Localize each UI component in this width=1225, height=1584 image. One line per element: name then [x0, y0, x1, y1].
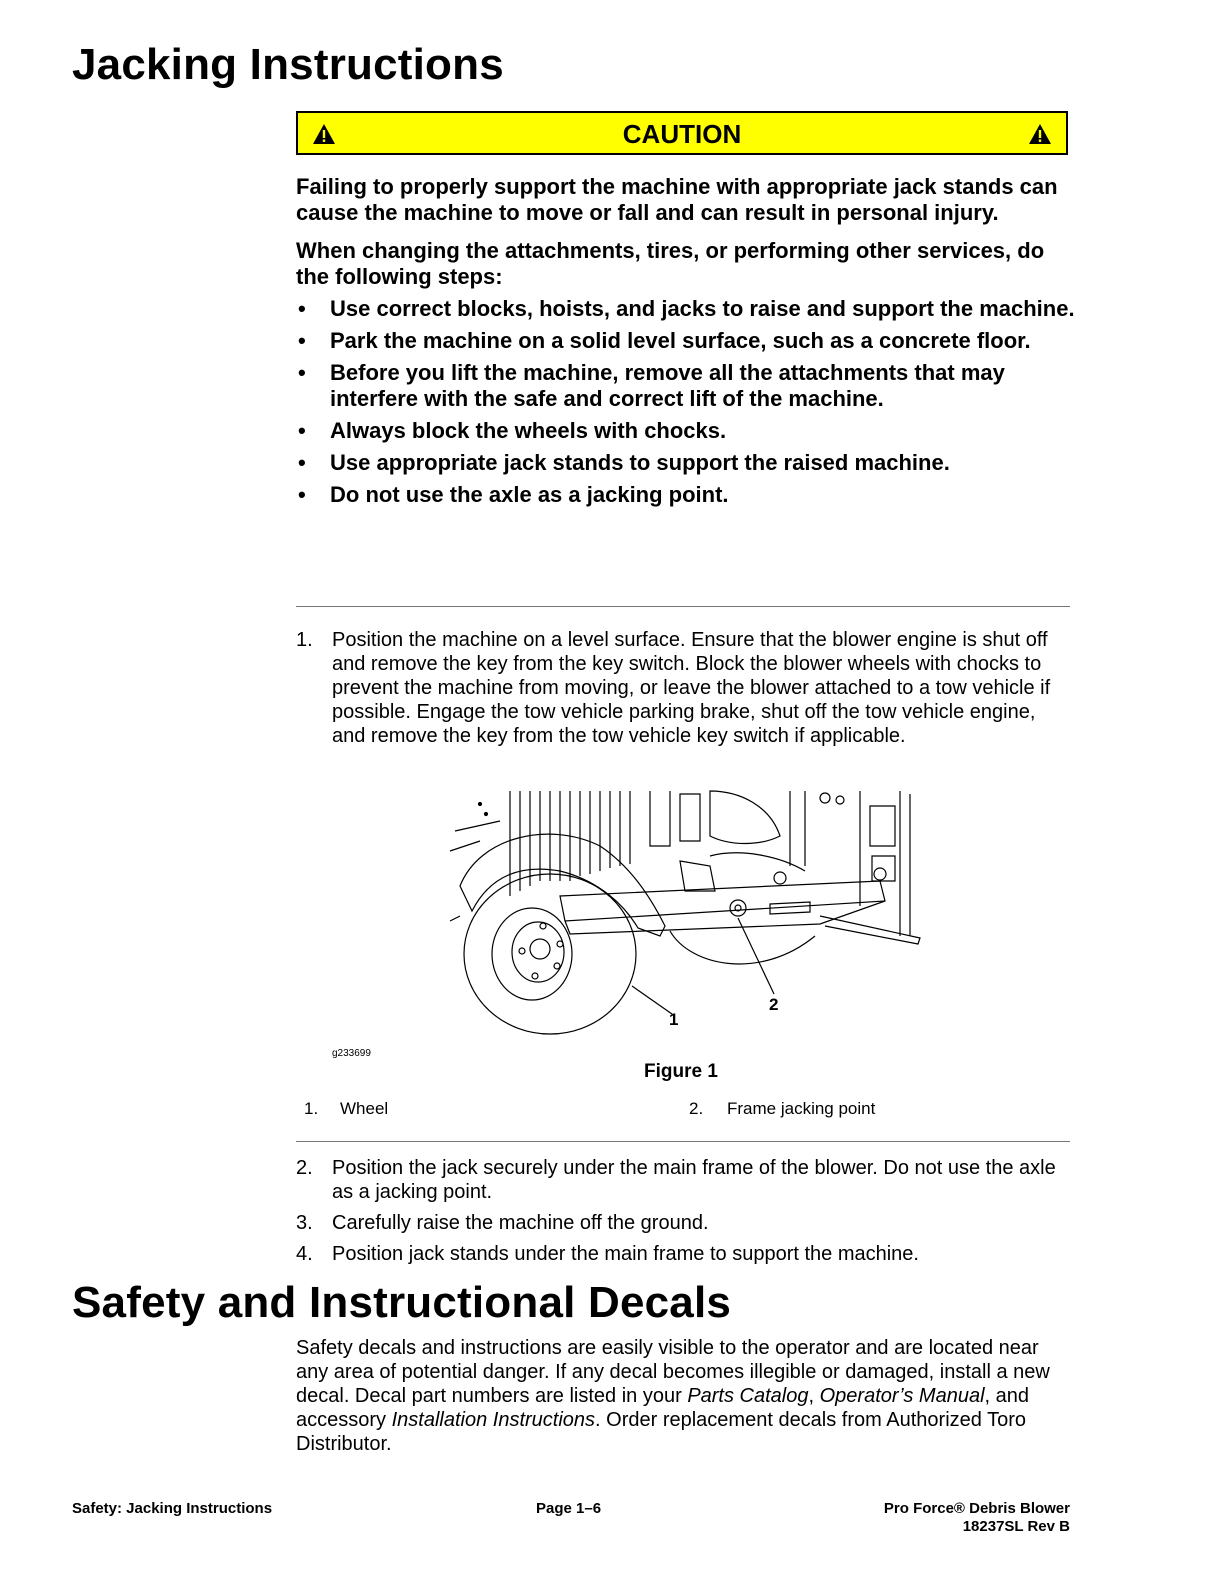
page-title: Jacking Instructions: [72, 40, 504, 89]
footer-document-number: 18237SL Rev B: [962, 1518, 1070, 1535]
figure-image-id: g233699: [332, 1048, 371, 1059]
list-item: • Use correct blocks, hoists, and jacks to raise and support the machine.: [298, 296, 1075, 321]
caution-banner: [296, 111, 1068, 155]
decals-paragraph: Safety decals and instructions are easily visible to the operator and are located near any area of potential danger. If any decal becomes illegible or damaged, install a new decal. Decal part numbers are listed in your Parts Catalog, Operator’s Manual, and accessory Installation Instructions. Order replacement decals from Authorized Toro Distributor.: [296, 1337, 1050, 1455]
list-item: 3. Carefully raise the machine off the ground.: [296, 1212, 709, 1234]
list-item: • Before you lift the machine, remove all the attachments that may interfere with the safe and correct lift of the machine.: [298, 360, 1005, 411]
legend-item-label: Wheel: [340, 1099, 389, 1118]
caution-paragraph: Failing to properly support the machine with appropriate jack stands can cause the machine to move or fall and can result in personal injury.: [296, 174, 1058, 225]
footer-product-name: Pro Force® Debris Blower: [883, 1500, 1070, 1517]
step-list: [296, 1156, 1066, 1273]
callout-1: 1: [669, 1010, 679, 1029]
legend-item-number: 2.: [689, 1099, 704, 1118]
blower-jacking-illustration: [440, 786, 930, 1036]
list-item: • Do not use the axle as a jacking point.: [298, 482, 729, 507]
legend-item-number: 1.: [304, 1099, 319, 1118]
list-item: 4. Position jack stands under the main frame to support the machine.: [296, 1243, 919, 1265]
legend-item-label: Frame jacking point: [727, 1099, 876, 1118]
caution-body: [296, 174, 1076, 514]
step-list: [296, 628, 1066, 755]
divider: [296, 606, 1070, 607]
callout-2: 2: [769, 995, 779, 1014]
footer-section-label: Safety: Jacking Instructions: [72, 1500, 273, 1517]
caution-bullet-list: [296, 296, 1076, 508]
list-item: 2. Position the jack securely under the main frame of the blower. Do not use the axle as a jacking point.: [296, 1157, 1056, 1203]
section-title: Safety and Instructional Decals: [72, 1278, 732, 1327]
list-item: • Always block the wheels with chocks.: [298, 418, 727, 443]
divider: [296, 1141, 1070, 1142]
warning-triangle-icon: [1028, 123, 1052, 145]
footer-page-number: Page 1–6: [536, 1500, 602, 1517]
caution-paragraph: When changing the attachments, tires, or performing other services, do the following steps:: [296, 238, 1045, 289]
list-item: • Park the machine on a solid level surface, such as a concrete floor.: [298, 328, 1031, 353]
list-item: • Use appropriate jack stands to support the raised machine.: [298, 450, 950, 475]
caution-label: CAUTION: [622, 119, 742, 149]
figure-caption: Figure 1: [644, 1061, 718, 1082]
list-item: 1. Position the machine on a level surface. Ensure that the blower engine is shut off and remove the key from the key switch. Block the blower wheels with chocks to prevent the machine from moving, or leave the blower attached to a tow vehicle if possible. Engage the tow vehicle parking brake, shut off the tow vehicle engine, and remove the key from the tow vehicle key switch if applicable.: [296, 629, 1051, 747]
